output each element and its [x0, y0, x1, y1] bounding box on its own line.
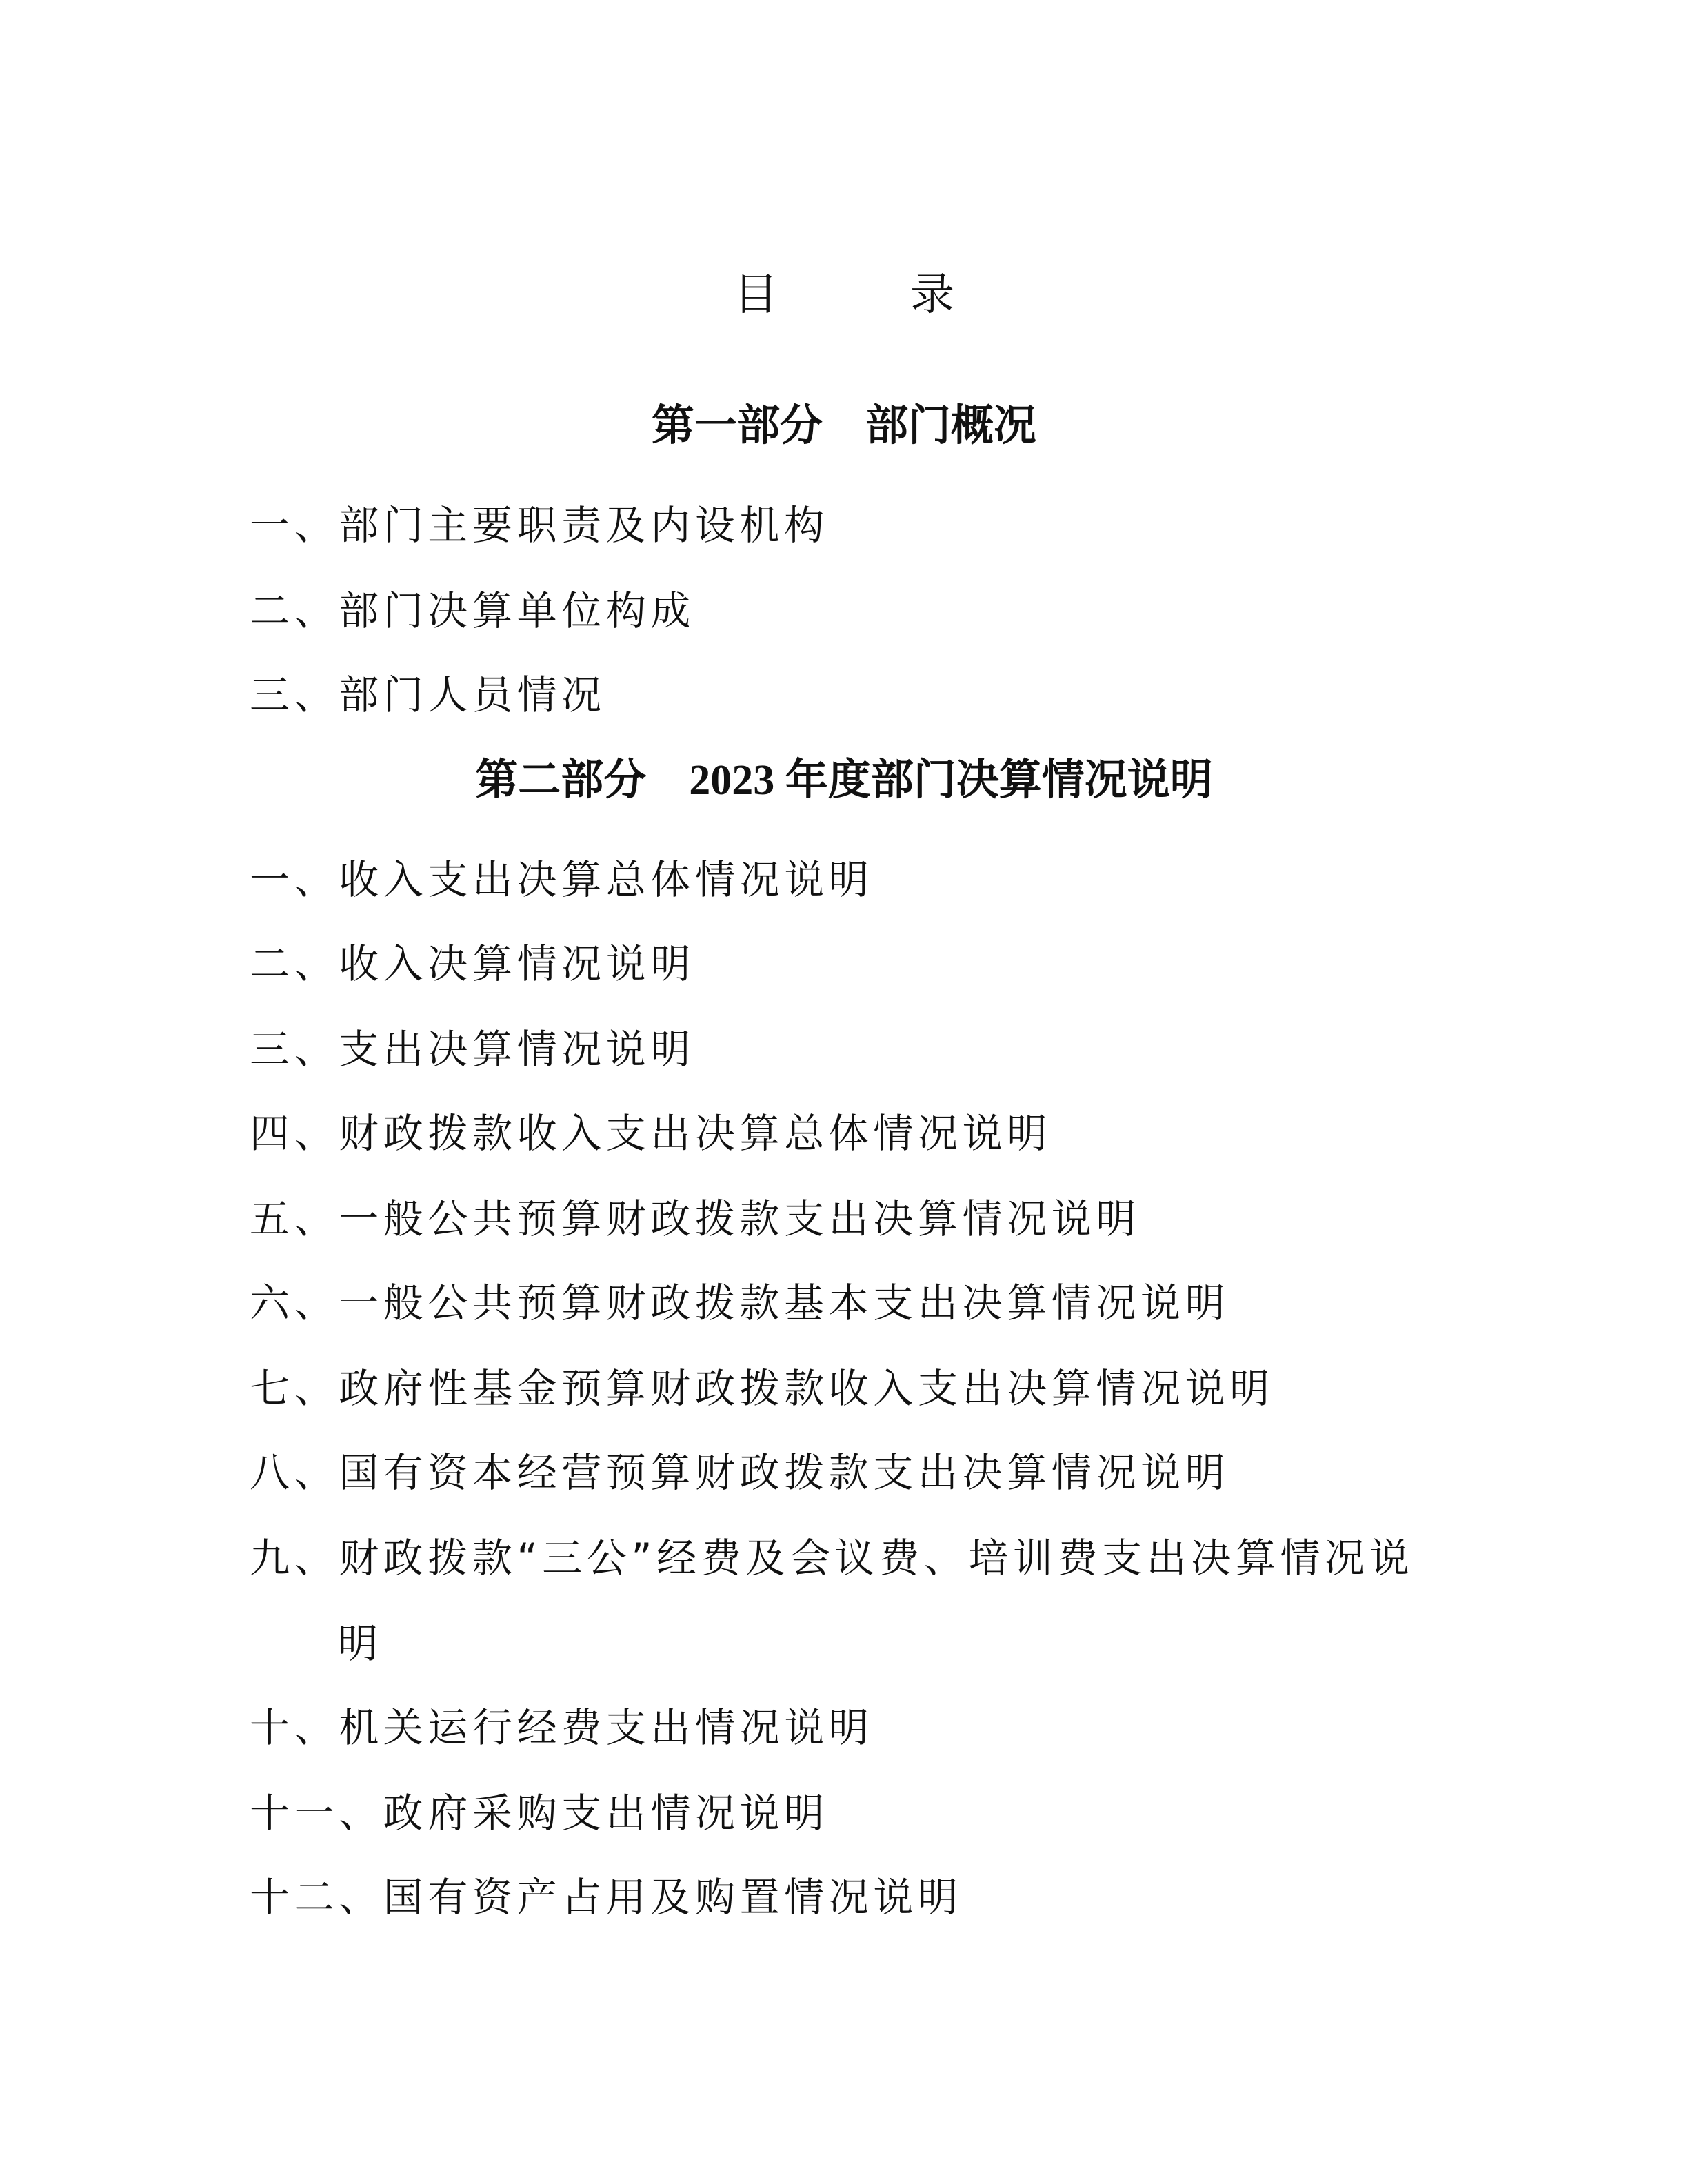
toc-item[interactable]: 八、国有资本经营预算财政拨款支出决算情况说明	[250, 1449, 1230, 1496]
toc-item[interactable]: 二、部门决算单位构成	[250, 587, 696, 634]
toc-title: 目 录	[734, 270, 998, 321]
toc-item[interactable]: 十二、国有资产占用及购置情况说明	[250, 1874, 963, 1921]
part2-label: 第二部分	[475, 757, 647, 804]
toc-item-nine[interactable]	[250, 1530, 1436, 1671]
toc-item[interactable]: 四、财政拨款收入支出决算总体情况说明	[250, 1110, 1052, 1157]
toc-item[interactable]: 一、收入支出决算总体情况说明	[250, 856, 874, 903]
toc-item-nine-line2: 明	[338, 1620, 383, 1667]
part1-name: 部门概况	[865, 403, 1037, 449]
toc-item[interactable]: 三、支出决算情况说明	[250, 1026, 696, 1073]
toc-item[interactable]: 七、政府性基金预算财政拨款收入支出决算情况说明	[250, 1365, 1274, 1412]
toc-item[interactable]: 五、一般公共预算财政拨款支出决算情况说明	[250, 1195, 1141, 1242]
toc-item[interactable]: 十一、政府采购支出情况说明	[250, 1790, 829, 1837]
toc-item[interactable]: 二、收入决算情况说明	[250, 940, 696, 987]
toc-item[interactable]: 一、部门主要职责及内设机构	[250, 502, 829, 549]
toc-item[interactable]: 十、机关运行经费支出情况说明	[250, 1704, 874, 1751]
part1-heading	[0, 398, 1688, 454]
part2-name: 2023 年度部门决算情况说明	[689, 757, 1213, 804]
part2-heading	[0, 753, 1688, 808]
toc-item[interactable]: 三、部门人员情况	[250, 671, 606, 718]
part1-label: 第一部分	[651, 403, 823, 449]
toc-item-nine-line1: 九、财政拨款“三公”经费及会议费、培训费支出决算情况说	[250, 1535, 1414, 1581]
toc-item[interactable]: 六、一般公共预算财政拨款基本支出决算情况说明	[250, 1280, 1230, 1326]
